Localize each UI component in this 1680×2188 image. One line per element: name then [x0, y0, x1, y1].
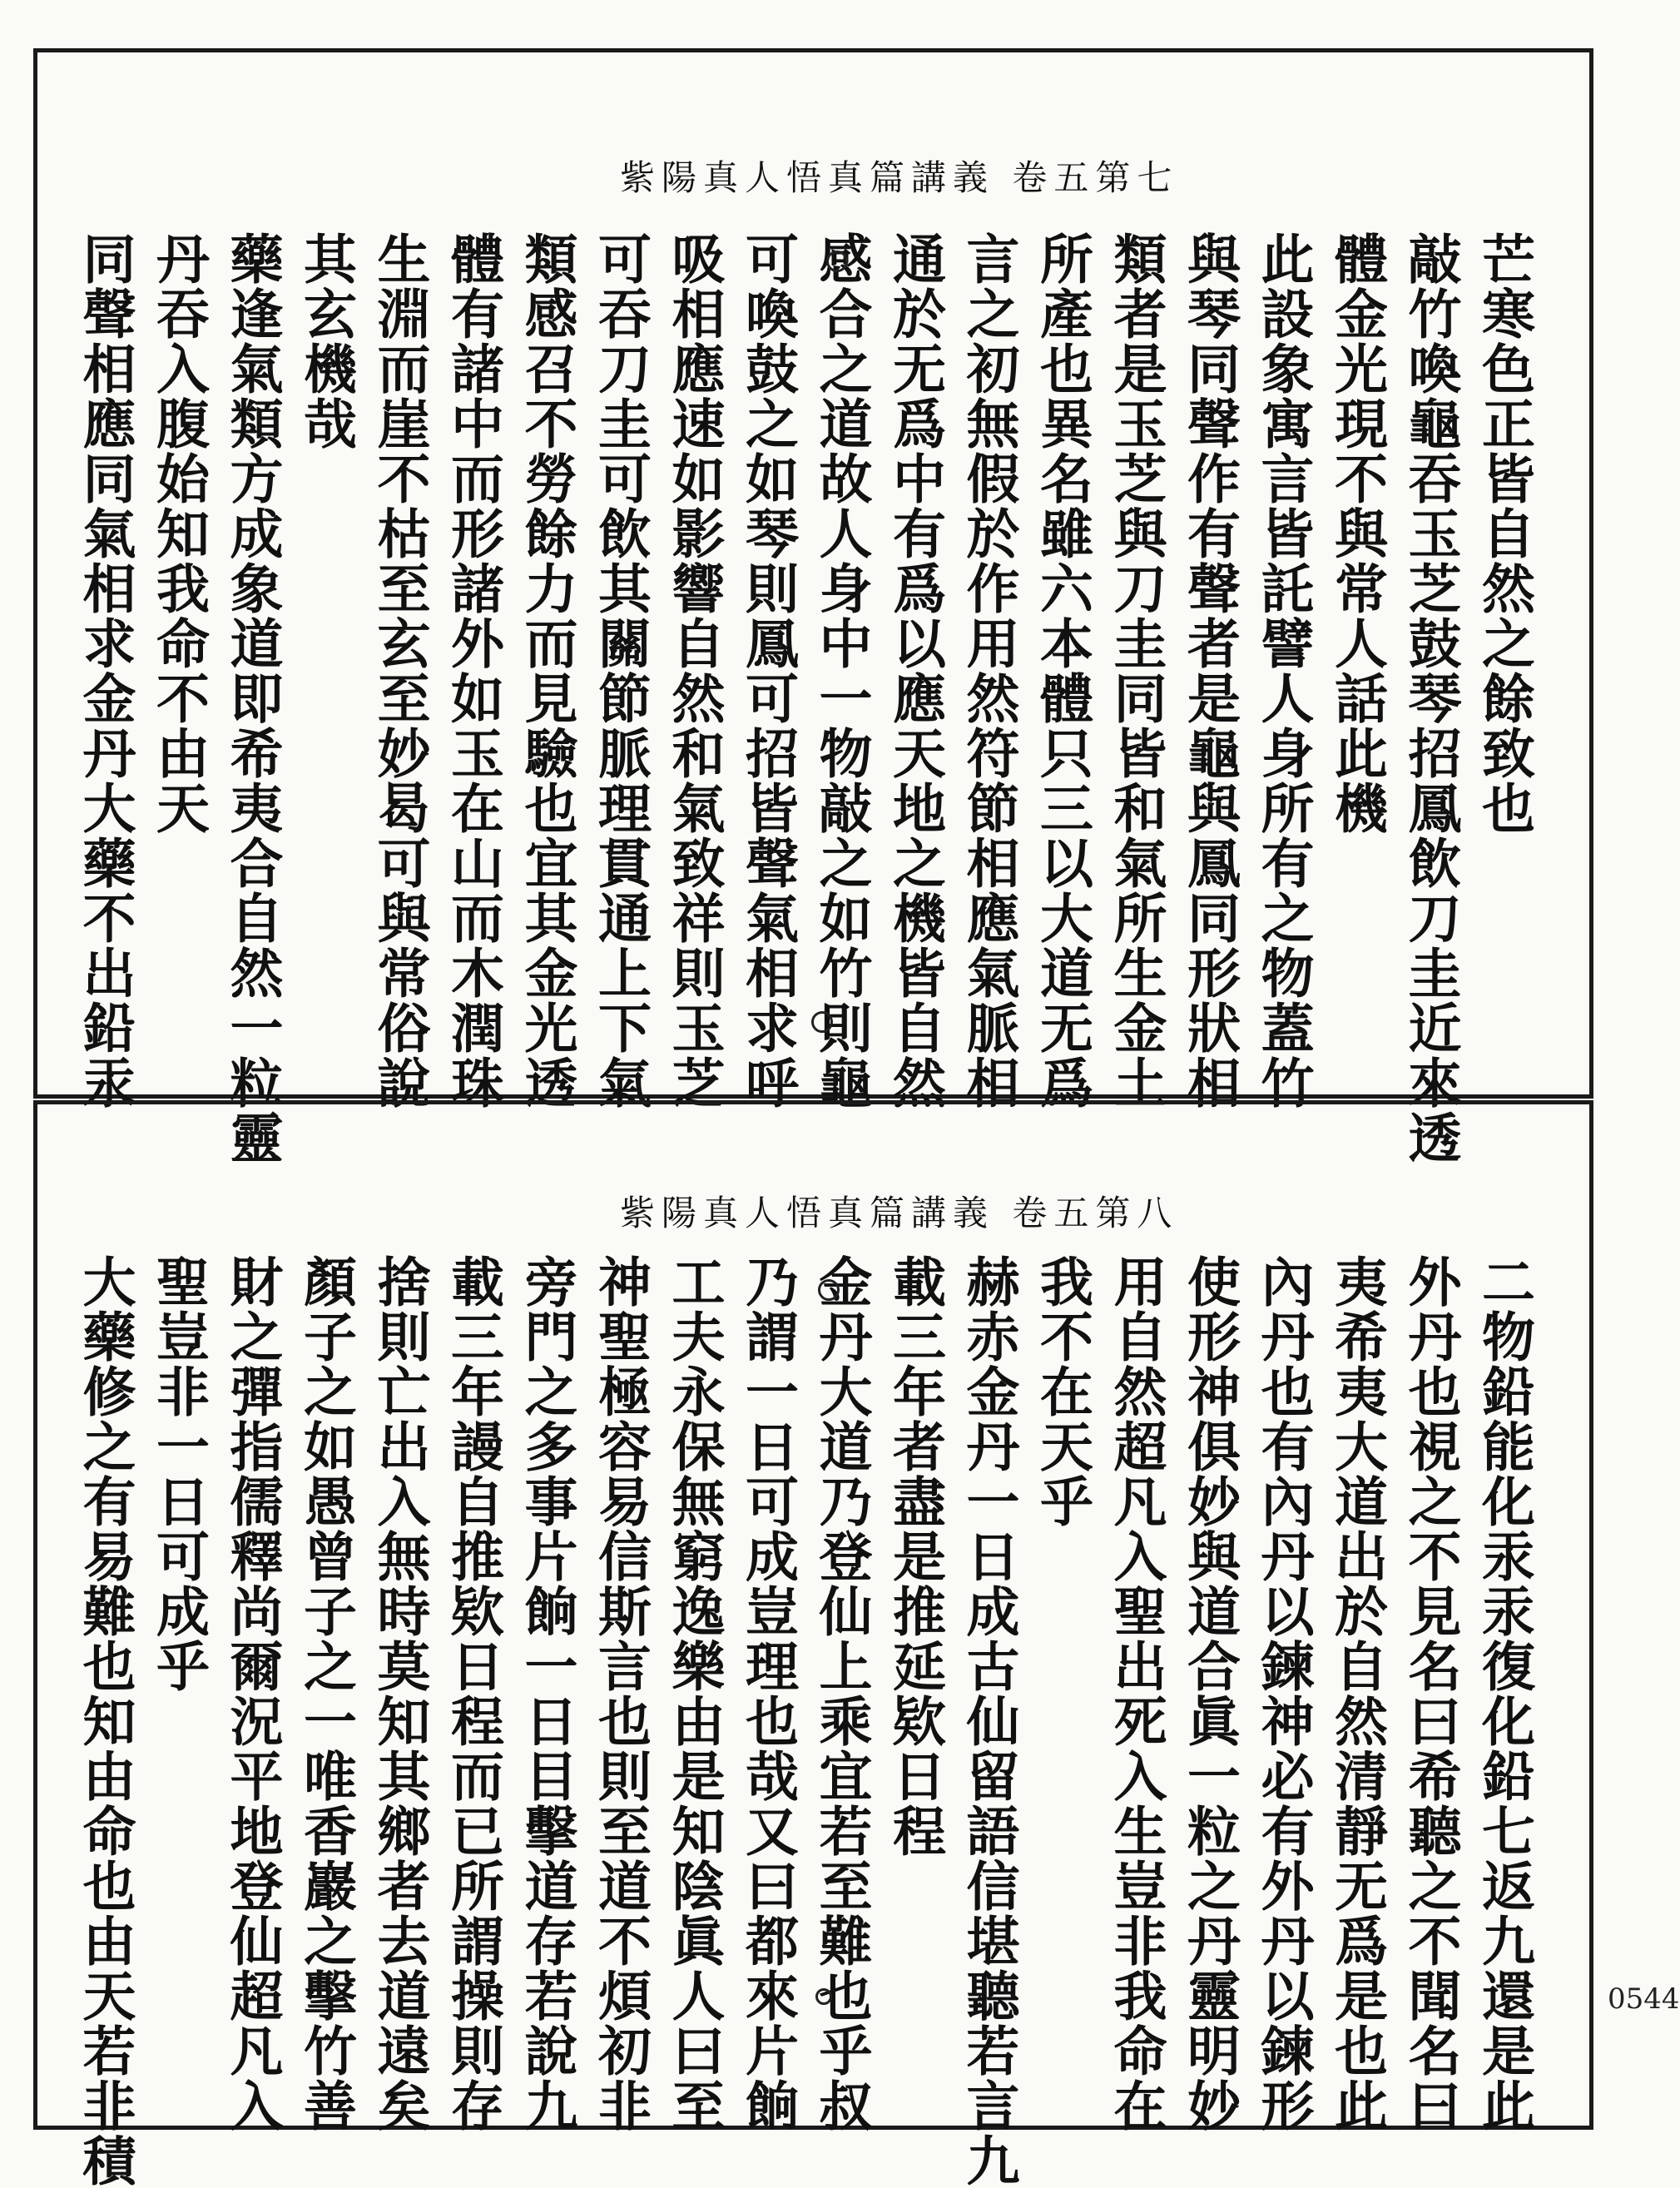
text-column: 丹吞入腹始知我命不由天	[147, 231, 210, 836]
text-column: 工夫永保無窮逸樂由是知陰眞人曰至	[662, 1254, 726, 2133]
text-column: 體有諸中而形諸外如玉在山而木潤珠	[442, 231, 504, 1110]
text-column: 神聖極容易信斯言也則至道不煩初非	[589, 1254, 652, 2133]
text-column: 可喚鼓之如琴則鳳可招皆聲氣相求呼	[736, 231, 799, 1110]
text-column: 聖豈非一日可成乎	[147, 1254, 210, 1694]
text-column: 此設象寓言皆託譬人身所有之物蓋竹	[1251, 231, 1315, 1110]
text-column: 乃謂一日可成豈理也哉又曰都來片餉	[736, 1254, 799, 2133]
text-column: 類者是玉芝與刀圭同皆和氣所生金土	[1104, 231, 1167, 1110]
circle-marker-icon	[811, 1011, 833, 1033]
text-column: 體金光現不與常人話此機	[1326, 231, 1388, 836]
text-column: 載三年者盡是推延欵日程	[884, 1254, 946, 1858]
top-panel-header: 紫陽真人悟真篇講義 卷五第七	[620, 157, 1179, 198]
text-column: 生淵而崖不枯至玄至妙曷可與常俗說	[368, 231, 431, 1110]
text-column: 藥逢氣類方成象道即希夷合自然一粒靈	[221, 231, 284, 1165]
text-column: 吸相應速如影響自然和氣致祥則玉芝	[662, 231, 726, 1110]
text-column: 我不在天乎	[1031, 1254, 1093, 1529]
text-column: 旁門之多事片餉一日目擊道存若說九	[515, 1254, 578, 2133]
text-column: 載三年謾自推欵日程而已所謂操則存	[442, 1254, 504, 2133]
text-column: 敲竹喚龜吞玉芝鼓琴招鳳飲刀圭近來透	[1399, 231, 1462, 1165]
bottom-panel-columns	[37, 1104, 1589, 2188]
text-column: 夷希夷大道出於自然清靜无爲是也此	[1326, 1254, 1388, 2133]
top-panel-columns	[37, 52, 1589, 1165]
text-column: 芒寒色正皆自然之餘致也	[1473, 231, 1535, 836]
bottom-panel	[33, 1100, 1593, 2188]
text-column: 可吞刀圭可飲其關節脈理貫通上下氣	[589, 231, 652, 1110]
text-column: 財之彈指儒釋尚爾況平地登仙超凡入	[221, 1254, 284, 2133]
text-column: 顏子之如愚曾子之一唯香巖之擊竹善	[295, 1254, 357, 2133]
top-panel	[33, 48, 1593, 1165]
circle-marker-icon	[826, 251, 848, 272]
circle-marker-icon	[818, 1279, 840, 1301]
text-column: 所產也異名雖六本體只三以大道无爲	[1031, 231, 1093, 1110]
text-column: 赫赤金丹一日成古仙留語信堪聽若言九	[957, 1254, 1020, 2188]
text-column: 使形神俱妙與道合眞一粒之丹靈明妙	[1178, 1254, 1241, 2133]
text-column: 言之初無假於作用然符節相應氣脈相	[957, 231, 1020, 1110]
text-column: 大藥修之有易難也知由命也由天若非積	[73, 1254, 136, 2188]
text-column: 同聲相應同氣相求金丹大藥不出鉛汞	[73, 231, 136, 1110]
text-column: 內丹也有內丹以鍊神必有外丹以鍊形	[1251, 1254, 1315, 2133]
page-number: 0544	[1608, 1982, 1680, 2016]
text-column: 二物鉛能化汞汞復化鉛七返九還是此	[1473, 1254, 1535, 2133]
circle-marker-icon	[815, 1988, 832, 2005]
text-column: 與琴同聲作有聲者是龜與鳳同形狀相	[1178, 231, 1241, 1110]
text-column: 外丹也視之不見名曰希聽之不聞名曰	[1399, 1254, 1462, 2133]
text-column: 金丹大道乃登仙上乘宜若至難也乎叔	[810, 1254, 873, 2133]
text-column: 感合之道故人身中一物敲之如竹則龜	[810, 231, 873, 1110]
text-column: 通於无爲中有爲以應天地之機皆自然	[884, 231, 946, 1110]
text-column: 類感召不勞餘力而見驗也宜其金光透	[515, 231, 578, 1110]
text-column: 捨則亡出入無時莫知其鄉者去道遠矣	[368, 1254, 431, 2133]
bottom-panel-header: 紫陽真人悟真篇講義 卷五第八	[620, 1193, 1179, 1233]
text-column: 用自然超凡入聖出死入生豈非我命在	[1104, 1254, 1167, 2133]
text-column: 其玄機哉	[295, 231, 357, 451]
